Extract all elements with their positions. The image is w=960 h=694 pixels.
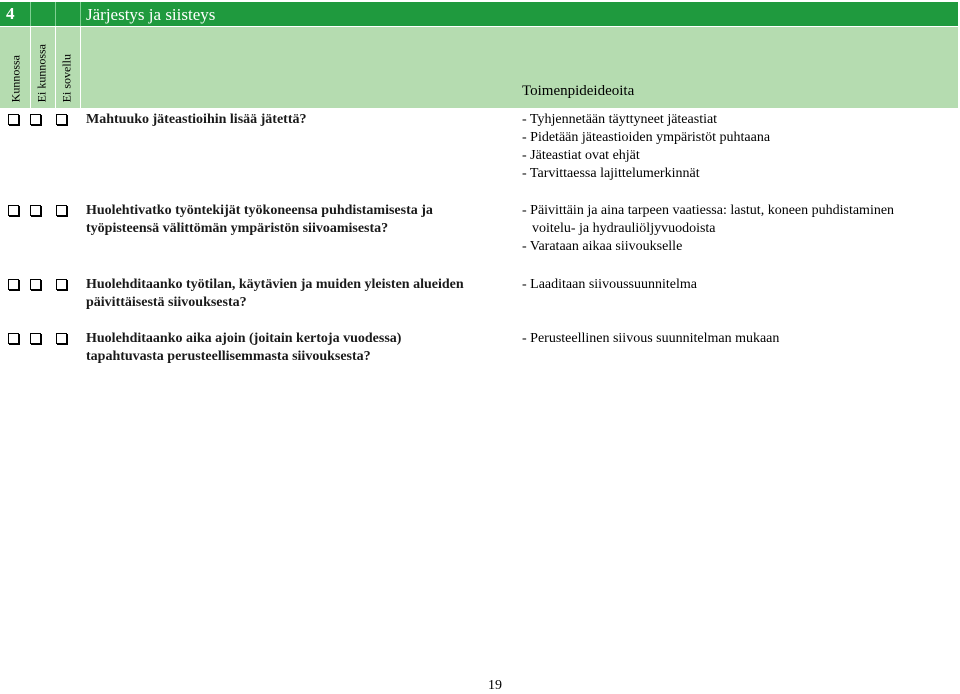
ideas-list — [522, 330, 952, 348]
idea-item: - Perusteellinen siivous suunnitelman mukaan — [522, 331, 780, 346]
ideas-list — [522, 111, 952, 183]
checkbox-not-ok[interactable] — [30, 114, 41, 125]
header-divider — [80, 2, 81, 26]
status-column-ok — [4, 27, 28, 108]
column-header-row — [0, 27, 958, 108]
idea-item: - Varataan aikaa siivoukselle — [522, 239, 683, 254]
header-divider — [55, 2, 56, 26]
status-label-not-ok: Ei kunnossa — [34, 43, 49, 102]
checkbox-na[interactable] — [56, 333, 67, 344]
status-label-na: Ei sovellu — [59, 53, 74, 102]
checkbox-not-ok[interactable] — [30, 205, 41, 216]
header-divider — [30, 2, 31, 26]
status-label-ok: Kunnossa — [8, 54, 23, 102]
page-number: 19 — [488, 678, 502, 693]
question-line: päivittäisestä siivouksesta? — [86, 295, 247, 310]
idea-item: voitelu- ja hydrauliöljyvuodoista — [532, 221, 716, 236]
ideas-list — [522, 202, 952, 256]
checkbox-not-ok[interactable] — [30, 279, 41, 290]
checkbox-ok[interactable] — [8, 114, 19, 125]
idea-item: - Pidetään jäteastioiden ympäristöt puhtaana — [522, 130, 771, 145]
status-column-na — [55, 27, 79, 108]
section-title: Järjestys ja siisteys — [86, 5, 216, 24]
question-text — [86, 276, 506, 312]
question-line: työpisteensä välittömän ympäristön siivoamisesta? — [86, 221, 389, 236]
checkbox-na[interactable] — [56, 114, 67, 125]
idea-item: - Tyhjennetään täyttyneet jäteastiat — [522, 112, 718, 127]
question-text — [86, 330, 506, 366]
checkbox-na[interactable] — [56, 205, 67, 216]
question-text — [86, 202, 506, 238]
checkbox-ok[interactable] — [8, 333, 19, 344]
section-number: 4 — [6, 4, 15, 23]
status-column-not-ok — [30, 27, 54, 108]
question-line: Mahtuuko jäteastioihin lisää jätettä? — [86, 112, 307, 127]
section-header — [0, 2, 958, 26]
column-divider — [80, 27, 81, 108]
question-line: Huolehditaanko aika ajoin (joitain kertoja vuodessa) — [86, 331, 402, 346]
ideas-list — [522, 276, 952, 294]
ideas-column-heading: Toimenpideideoita — [522, 83, 635, 99]
idea-item: - Laaditaan siivoussuunnitelma — [522, 277, 697, 292]
question-line: Huolehtivatko työntekijät työkoneensa puhdistamisesta ja — [86, 203, 433, 218]
checkbox-ok[interactable] — [8, 205, 19, 216]
checkbox-not-ok[interactable] — [30, 333, 41, 344]
idea-item: - Päivittäin ja aina tarpeen vaatiessa: lastut, koneen puhdistaminen — [522, 203, 895, 218]
question-line: tapahtuvasta perusteellisemmasta siivouksesta? — [86, 349, 371, 364]
checkbox-na[interactable] — [56, 279, 67, 290]
idea-item: - Jäteastiat ovat ehjät — [522, 148, 640, 163]
checkbox-ok[interactable] — [8, 279, 19, 290]
idea-item: - Tarvittaessa lajittelumerkinnät — [522, 166, 700, 181]
question-line: Huolehditaanko työtilan, käytävien ja muiden yleisten alueiden — [86, 277, 464, 292]
question-text — [86, 111, 506, 129]
